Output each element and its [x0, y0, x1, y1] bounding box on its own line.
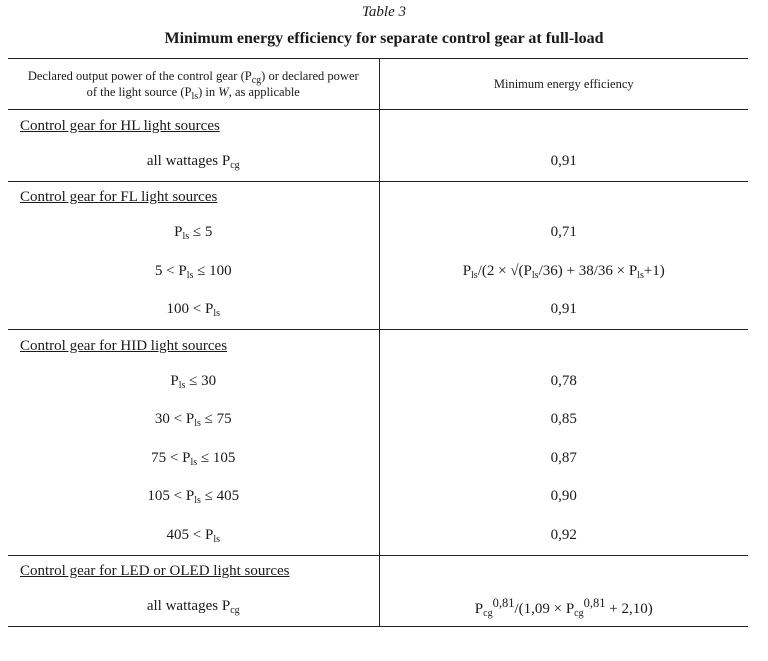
table-row [8, 588, 748, 627]
section-label: Control gear for HL light sources [8, 110, 379, 143]
efficiency-value-cell: 0,91 [379, 142, 748, 181]
table-title: Minimum energy efficiency for separate control gear at full-load [164, 30, 604, 47]
table-row [8, 401, 748, 440]
efficiency-value-cell: 0,85 [550, 411, 577, 428]
header-efficiency-column: Minimum energy efficiency [379, 59, 748, 110]
header-power-column: Declared output power of the control gear $(P_{cg})$ or declared power of the light source $(P_{ls})$ in W, as applicable [8, 59, 379, 110]
table-row [8, 291, 748, 330]
power-range-cell: all wattages $P_{cg}$ [8, 588, 379, 627]
table-header-row [8, 59, 748, 110]
section-label: Control gear for LED or OLED light sources [8, 555, 379, 588]
section-header-row [8, 330, 748, 363]
efficiency-value-cell: 0,92 [379, 516, 748, 555]
table-row [8, 439, 748, 478]
efficiency-value-cell: 0,87 [550, 449, 577, 466]
power-range-cell: $P_{ls} \le 30$ [8, 362, 379, 401]
table-row [8, 478, 748, 517]
power-range-cell: $405 < P_{ls}$ [8, 516, 379, 555]
section-header-row [8, 555, 748, 588]
efficiency-table [8, 58, 748, 627]
efficiency-value-cell: $P_{cg}^{0,81}/(1,09 \times P_{cg}^{0,81} + 2,10)$ [379, 588, 748, 627]
efficiency-value-cell: 0,91 [379, 291, 748, 330]
efficiency-value-cell: 0,78 [550, 372, 577, 389]
power-range-cell: $5 < P_{ls} \le 100$ [8, 252, 379, 291]
section-header-row [8, 181, 748, 214]
table-body [8, 110, 748, 627]
power-range-cell: all wattages $P_{cg}$ [8, 142, 379, 181]
table-row [8, 516, 748, 555]
efficiency-value-cell: 0,71 [550, 224, 577, 241]
section-label: Control gear for HID light sources [8, 330, 379, 363]
power-range-cell: $30 < P_{ls} \le 75$ [8, 401, 379, 440]
table-caption: Table 3 [361, 4, 407, 20]
efficiency-value-cell: 0,90 [550, 488, 577, 505]
power-range-cell: $P_{ls} \le 5$ [8, 214, 379, 253]
efficiency-value-cell: $P_{ls}/(2 \times √(P_{ls}/36) + 38/36 \times P_{ls}+1)$ [462, 262, 665, 281]
power-range-cell: $75 < P_{ls} \le 105$ [8, 439, 379, 478]
section-label: Control gear for FL light sources [8, 181, 379, 214]
section-header-row [8, 110, 748, 143]
table-row [8, 362, 748, 401]
power-range-cell: $105 < P_{ls} \le 405$ [8, 478, 379, 517]
table-row [8, 252, 748, 291]
power-range-cell: $100 < P_{ls}$ [8, 291, 379, 330]
table-row [8, 142, 748, 181]
table-row [8, 214, 748, 253]
